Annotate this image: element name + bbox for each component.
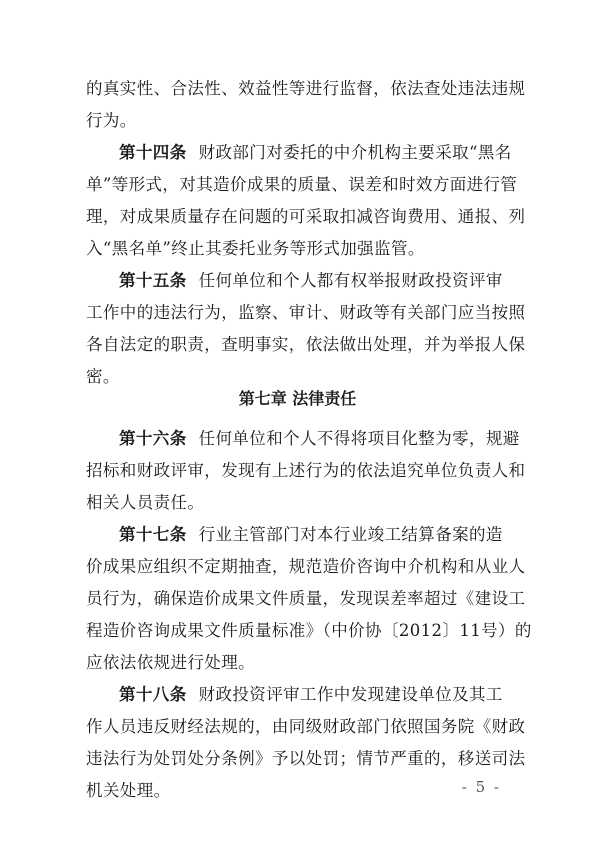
body-line: 任何单位和个人不得将项目化整为零，规避 [198, 429, 520, 448]
page-number: - 5 - [461, 778, 501, 796]
body-line: 行业主管部门对本行业竣工结算备案的造 [198, 525, 503, 544]
body-line: 单”等形式，对其造价成果的质量、误差和时效方面进行管 [86, 175, 518, 194]
body-line: 价成果应组织不定期抽查，规范造价咨询中介机构和从业人 [86, 557, 526, 576]
body-line: 任何单位和个人都有权举报财政投资评审 [198, 271, 503, 290]
body-line: 招标和财政评审，发现有上述行为的依法追究单位负责人和 [86, 461, 526, 480]
body-line: 机关处理。 [86, 781, 171, 800]
body-line: 财政投资评审工作中发现建设单位及其工 [198, 685, 503, 704]
body-line: 应依法依规进行处理。 [86, 653, 255, 672]
article-16-first-line [119, 429, 520, 449]
article-17-first-line [119, 525, 503, 545]
body-line: 程造价咨询成果文件质量标准》（中价协〔2012〕11号）的 [86, 621, 532, 640]
article-18-first-line [119, 685, 503, 705]
chapter-heading: 第七章 法律责任 [238, 389, 357, 408]
article-18-label: 第十八条 [119, 685, 187, 704]
body-line: 财政部门对委托的中介机构主要采取“黑名 [198, 143, 512, 162]
body-line: 理，对成果质量存在问题的可采取扣减咨询费用、通报、列 [86, 207, 526, 226]
body-line: 的真实性、合法性、效益性等进行监督，依法查处违法违规 [86, 79, 526, 98]
body-line: 工作中的违法行为，监察、审计、财政等有关部门应当按照 [86, 303, 526, 322]
body-line: 各自法定的职责，查明事实，依法做出处理，并为举报人保 [86, 335, 526, 354]
article-15-first-line [119, 271, 503, 291]
body-line: 作人员违反财经法规的，由同级财政部门依照国务院《财政 [86, 717, 526, 736]
body-line: 密。 [86, 367, 120, 386]
body-line: 行为。 [86, 111, 137, 130]
article-17-label: 第十七条 [119, 525, 187, 544]
body-line: 员行为，确保造价成果文件质量，发现误差率超过《建设工 [86, 589, 526, 608]
article-15-label: 第十五条 [119, 271, 187, 290]
body-line: 违法行为处罚处分条例》予以处罚；情节严重的，移送司法 [86, 749, 526, 768]
article-16-label: 第十六条 [119, 429, 187, 448]
article-14-first-line [119, 143, 512, 163]
article-14-label: 第十四条 [119, 143, 187, 162]
body-line: 相关人员责任。 [86, 493, 205, 512]
body-line: 入“黑名单”终止其委托业务等形式加强监管。 [86, 239, 425, 258]
